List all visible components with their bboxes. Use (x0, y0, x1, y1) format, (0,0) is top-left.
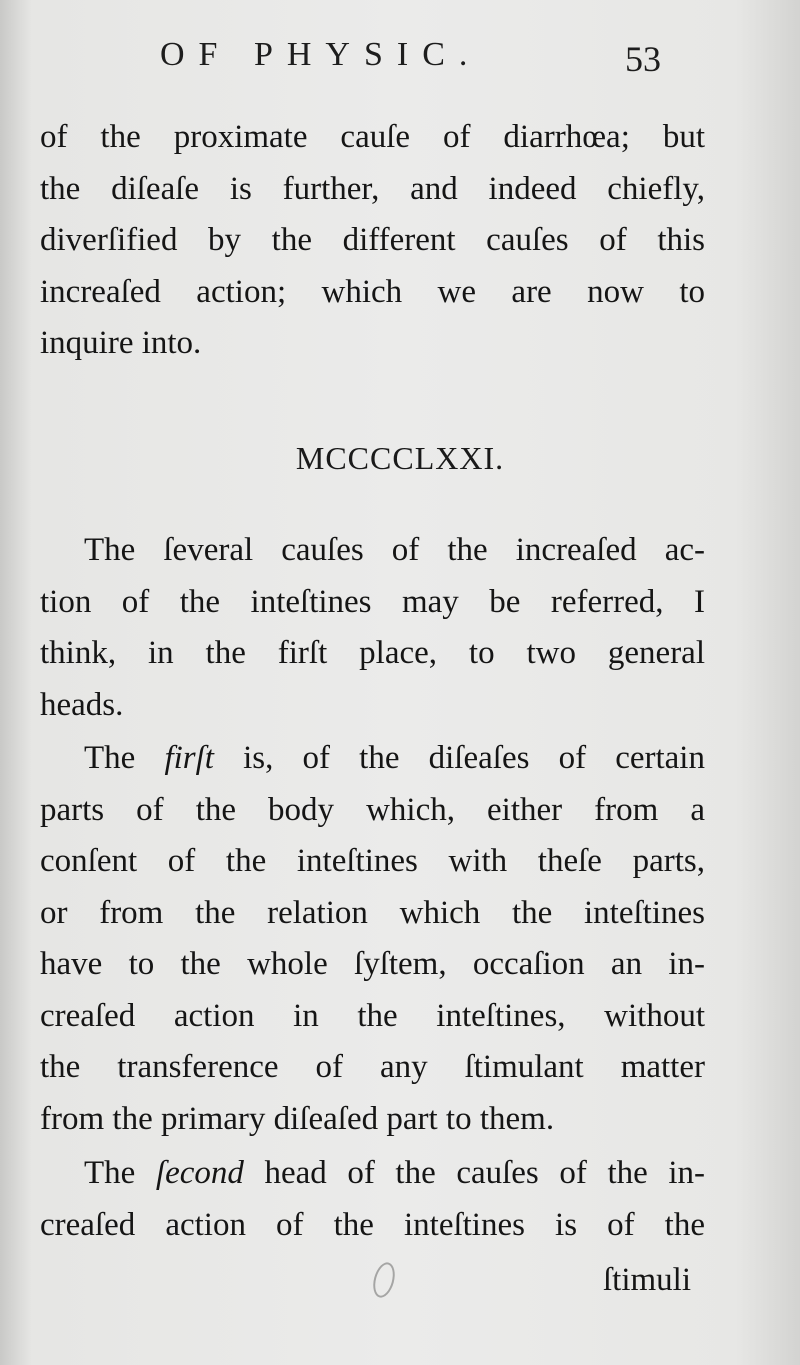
paragraph-first-head (40, 733, 705, 1145)
text-line: The ſeveral cauſes of the increaſed ac- (84, 532, 705, 568)
text-line: inquire into. (40, 325, 202, 361)
paragraph-continuation (40, 112, 705, 370)
running-title: OF PHYSIC. (160, 36, 482, 73)
text-line: the diſeaſe is further, and indeed chiefly, (40, 170, 705, 207)
running-header (0, 36, 800, 86)
text-line: parts of the body which, either from a (40, 791, 705, 828)
text-line (40, 1148, 705, 1200)
text-line: or from the relation which the inteſtines (40, 894, 705, 931)
paragraph-second-head (40, 1148, 705, 1251)
text-fragment: The (84, 1155, 156, 1191)
text-line: of the proximate cauſe of diarrhœa; but (40, 119, 705, 155)
text-line: the transference of any ſtimulant matter (40, 1049, 705, 1085)
section-number-heading: MCCCCLXXI. (295, 440, 505, 476)
text-fragment: head of the cauſes of the in- (243, 1155, 706, 1191)
paragraph-intro (40, 525, 705, 731)
text-line: conſent of the inteſtines with theſe parts, (40, 843, 705, 879)
text-line (40, 733, 705, 785)
text-fragment: is, of the diſeaſes of certain (213, 740, 705, 776)
text-line: from the primary diſeaſed part to them. (40, 1100, 555, 1137)
catchword: ſtimuli (603, 1262, 692, 1298)
italic-term: firſt (164, 740, 214, 776)
text-line: think, in the firſt place, to two general (40, 635, 705, 671)
text-line: creaſed action of the inteſtines is of the (40, 1206, 705, 1243)
text-line: increaſed action; which we are now to (40, 273, 705, 310)
text-line: diverſified by the different cauſes of this (40, 222, 705, 258)
italic-term: ſecond (155, 1155, 244, 1191)
text-fragment: The (84, 740, 165, 776)
page-number: 53 (625, 39, 661, 79)
text-line: have to the whole ſyſtem, occaſion an in- (40, 946, 705, 982)
text-line: tion of the inteſtines may be referred, I (40, 583, 705, 620)
text-line: heads. (40, 686, 124, 723)
text-line: creaſed action in the inteſtines, without (40, 997, 705, 1034)
paper-blemish (370, 1260, 399, 1300)
